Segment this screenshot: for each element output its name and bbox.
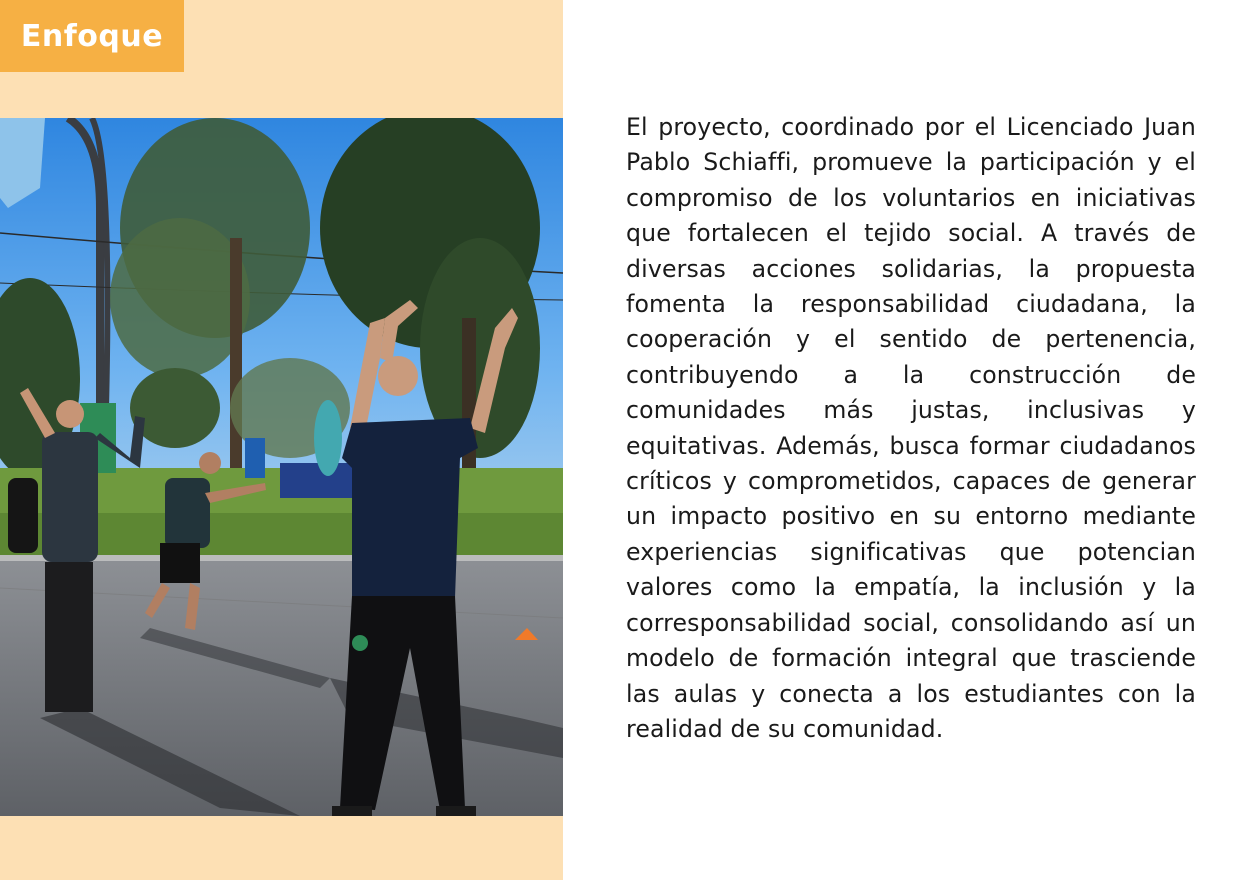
left-panel [0, 0, 563, 880]
section-tag: Enfoque [0, 0, 184, 72]
body-paragraph: El proyecto, coordinado por el Licenciado Juan Pablo Schiaffi, promueve la participación y el compromiso de los voluntarios en iniciativas que fortalecen el tejido social. A través de diversas acciones solidarias, la propuesta fomenta la responsabilidad ciudadana, la cooperación y el sentido de pertenencia, contribuyendo a la construcción de comunidades más justas, inclusivas y equitativas. Además, busca formar ciudadanos críticos y comprometidos, capaces de generar un impacto positivo en su entorno mediante experiencias significativas que potencian valores como la empatía, la inclusión y la corresponsabilidad social, consolidando así un modelo de formación integral que trasciende las aulas y conecta a los estudiantes con la realidad de su comunidad. [626, 113, 1196, 743]
photo-students-volunteers [0, 118, 563, 816]
